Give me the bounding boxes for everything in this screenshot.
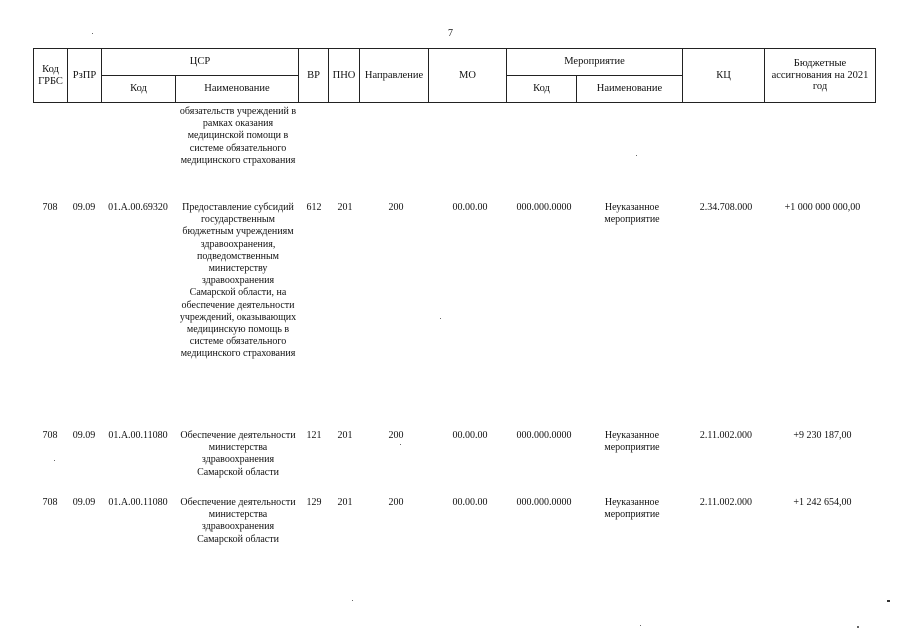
cell-csr-name: обязательств учреждений в рамках оказания медицинской помощи в системе обязательного медицинского страхования bbox=[179, 106, 297, 166]
cell-csr-name: Обеспечение деятельности министерства здравоохранения Самарской области bbox=[180, 430, 296, 478]
cell-direction: 200 bbox=[388, 497, 404, 508]
header-mo: МО bbox=[429, 49, 507, 103]
cell-mo: 00.00.00 bbox=[452, 202, 488, 213]
header-vr: ВР bbox=[299, 49, 329, 103]
scan-speck bbox=[887, 600, 890, 602]
cell-csr-code: 01.А.00.11080 bbox=[108, 497, 168, 508]
scan-speck bbox=[92, 33, 93, 34]
scan-speck bbox=[352, 600, 353, 601]
cell-kc: 2.11.002.000 bbox=[699, 430, 753, 441]
cell-csr-code: 01.А.00.11080 bbox=[108, 430, 168, 441]
cell-grbs: 708 bbox=[42, 202, 58, 213]
cell-grbs: 708 bbox=[42, 497, 58, 508]
cell-pno: 201 bbox=[337, 430, 353, 441]
header-csr-name: Наименование bbox=[176, 76, 299, 103]
cell-pno: 201 bbox=[337, 202, 353, 213]
cell-amount: +9 230 187,00 bbox=[793, 430, 852, 441]
cell-amount: +1 000 000 000,00 bbox=[784, 202, 861, 213]
cell-rzpr: 09.09 bbox=[72, 497, 96, 508]
header-budget: Бюджетные ассигнования на 2021 год bbox=[765, 49, 876, 103]
cell-measure-name: Неуказанное мероприятие bbox=[604, 497, 660, 521]
cell-measure-code: 000.000.0000 bbox=[516, 202, 572, 213]
table-header bbox=[33, 48, 876, 103]
header-csr-code: Код bbox=[102, 76, 176, 103]
cell-csr-code: 01.А.00.69320 bbox=[108, 202, 168, 213]
cell-measure-code: 000.000.0000 bbox=[516, 497, 572, 508]
cell-csr-name: Предоставление субсидий государственным бюджетным учреждениям здравоохранения, подведомственным министерству здравоохранения Самарской области, на обеспечение деятельности учреждений, оказывающих медицинскую помощь в системе обязательного медицинского страхования bbox=[179, 202, 297, 360]
cell-rzpr: 09.09 bbox=[72, 430, 96, 441]
header-rzpr: РзПР bbox=[68, 49, 102, 103]
cell-measure-name: Неуказанное мероприятие bbox=[604, 202, 660, 226]
cell-rzpr: 09.09 bbox=[72, 202, 96, 213]
cell-measure-code: 000.000.0000 bbox=[516, 430, 572, 441]
header-direction: Направление bbox=[360, 49, 429, 103]
scan-speck bbox=[440, 318, 441, 319]
header-measure-code: Код bbox=[507, 76, 577, 103]
scan-speck bbox=[640, 625, 641, 626]
header-pno: ПНО bbox=[329, 49, 360, 103]
header-measure: Мероприятие bbox=[507, 49, 683, 76]
cell-mo: 00.00.00 bbox=[452, 497, 488, 508]
cell-amount: +1 242 654,00 bbox=[793, 497, 852, 508]
cell-kc: 2.34.708.000 bbox=[699, 202, 753, 213]
cell-csr-name: Обеспечение деятельности министерства здравоохранения Самарской области bbox=[180, 497, 296, 545]
cell-vr: 121 bbox=[306, 430, 322, 441]
cell-measure-name: Неуказанное мероприятие bbox=[604, 430, 660, 454]
scan-speck bbox=[857, 626, 859, 628]
scan-speck bbox=[400, 444, 401, 445]
cell-direction: 200 bbox=[388, 430, 404, 441]
cell-pno: 201 bbox=[337, 497, 353, 508]
scan-speck bbox=[636, 155, 637, 156]
page-number: 7 bbox=[448, 28, 453, 39]
header-grbs: Код ГРБС bbox=[34, 49, 68, 103]
header-measure-name: Наименование bbox=[577, 76, 683, 103]
header-kc: КЦ bbox=[683, 49, 765, 103]
header-csr: ЦСР bbox=[102, 49, 299, 76]
cell-mo: 00.00.00 bbox=[452, 430, 488, 441]
cell-vr: 612 bbox=[306, 202, 322, 213]
scan-speck bbox=[54, 460, 55, 461]
cell-vr: 129 bbox=[306, 497, 322, 508]
cell-grbs: 708 bbox=[42, 430, 58, 441]
cell-kc: 2.11.002.000 bbox=[699, 497, 753, 508]
cell-direction: 200 bbox=[388, 202, 404, 213]
